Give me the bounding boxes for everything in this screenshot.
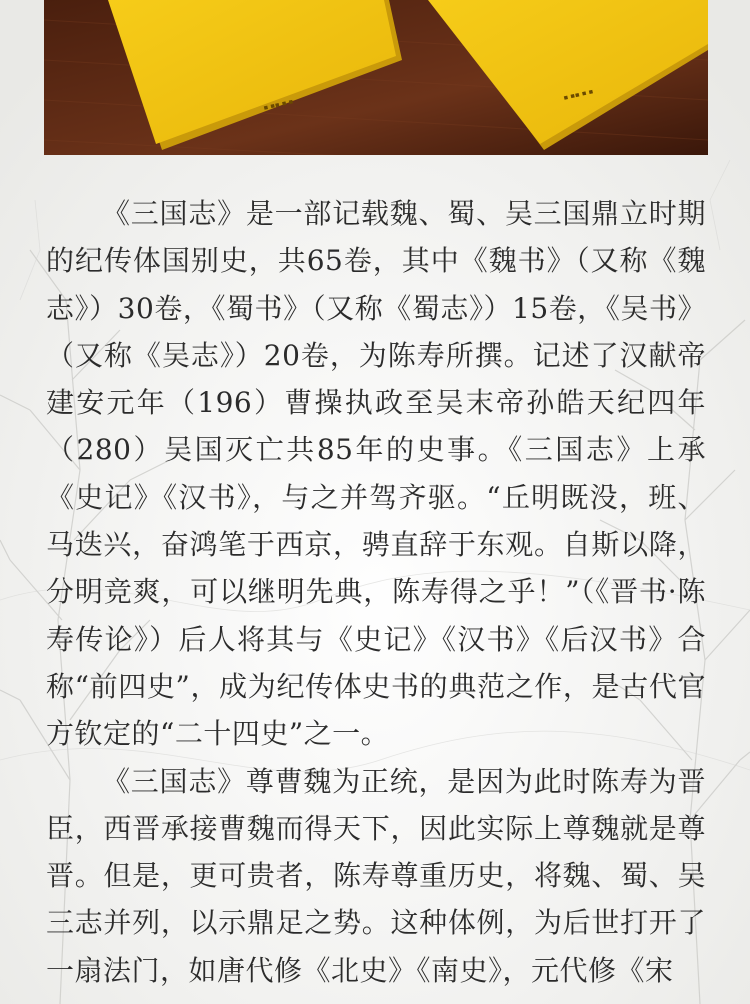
svg-text:▪ ▪▪ ▪ ▪: ▪ ▪▪ ▪ ▪ xyxy=(262,97,295,112)
svg-text:▪ ▪▪ ▪ ▪: ▪ ▪▪ ▪ ▪ xyxy=(562,87,595,102)
article-body xyxy=(46,190,706,994)
paragraph-1: 《三国志》是一部记载魏、蜀、吴三国鼎立时期的纪传体国别史，共65卷，其中《魏书》（又称《魏志》）30卷，《蜀书》（又称《蜀志》）15卷，《吴书》（又称《吴志》）20卷，为陈寿所撰。记述了汉献帝建安元年（196）曹操执政至吴末帝孙皓天纪四年（280）吴国灭亡共85年的史事。《三国志》上承《史记》《汉书》，与之并驾齐驱。“丘明既没，班、马迭兴，奋鸿笔于西京，骋直辞于东观。自斯以降，分明竞爽，可以继明先典，陈寿得之乎！”（《晋书·陈寿传论》）后人将其与《史记》《汉书》《后汉书》合称“前四史”，成为纪传体史书的典范之作，是古代官方钦定的“二十四史”之一。 xyxy=(46,197,706,751)
paragraph-2: 《三国志》尊曹魏为正统，是因为此时陈寿为晋臣，西晋承接曹魏而得天下，因此实际上尊魏就是尊晋。但是，更可贵者，陈寿尊重历史，将魏、蜀、吴三志并列，以示鼎足之势。这种体例，为后世打开了一扇法门，如唐代修《北史》《南史》，元代修《宋 xyxy=(46,764,706,987)
book-photo xyxy=(44,0,708,155)
